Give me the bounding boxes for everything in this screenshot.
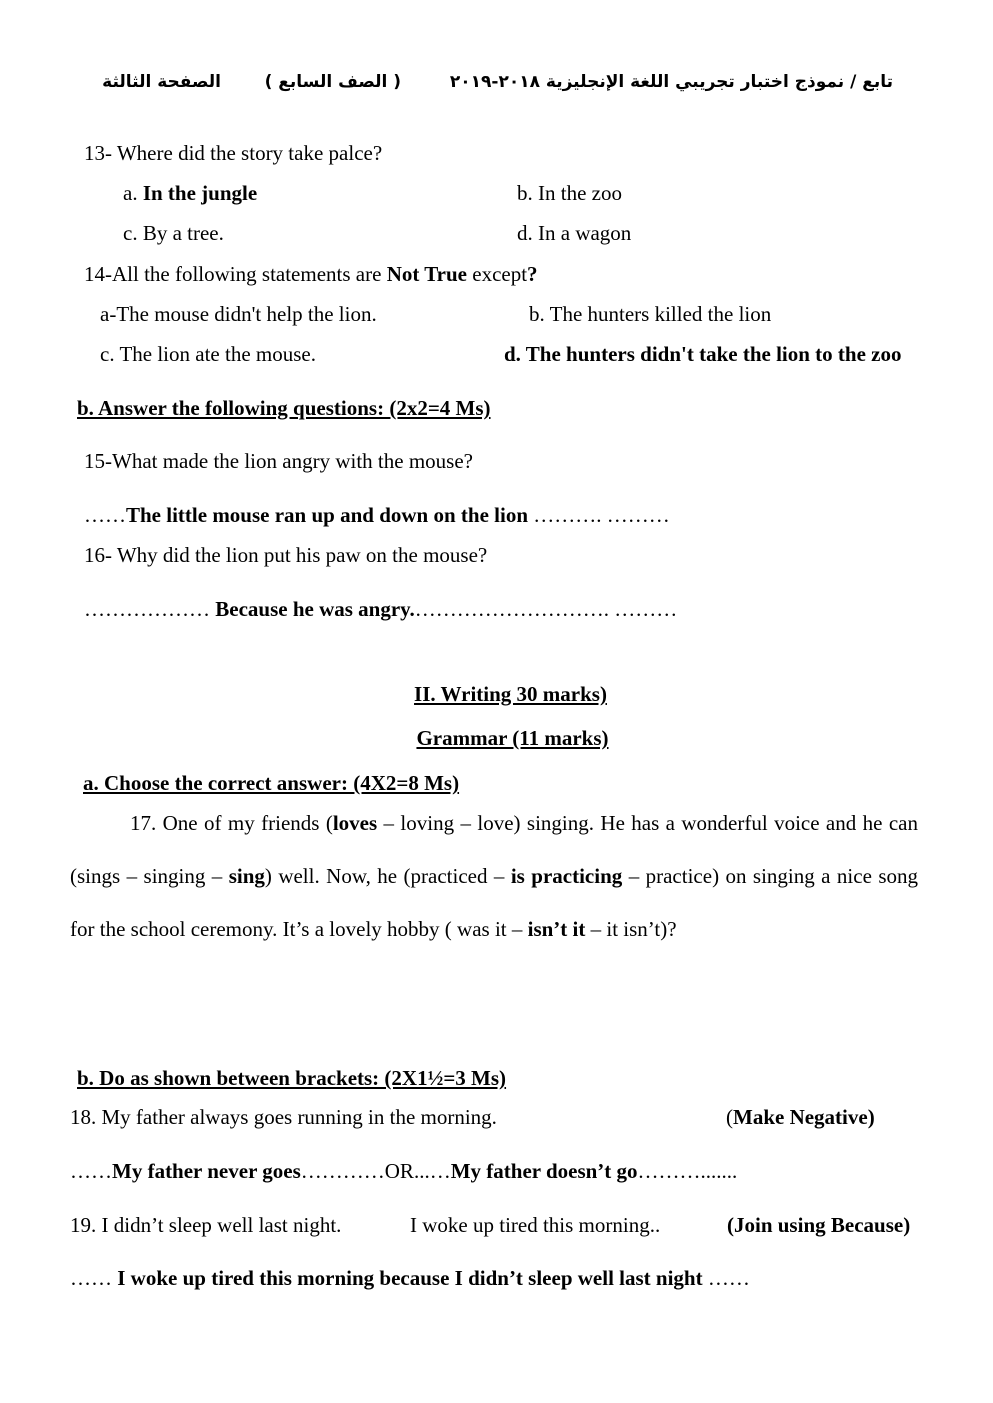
q19-dots-right: ……: [702, 1266, 750, 1290]
grammar-section-title: Grammar (11 marks): [416, 726, 609, 750]
q18-instruction-text: Make Negative): [733, 1105, 875, 1129]
q14-option-a: a-The mouse didn't help the lion.: [100, 302, 377, 326]
q17-text-4: – practice) on singing a nice song for the school ceremony. It’s a lovely hobby ( was it –: [70, 864, 918, 941]
q17-answer-loves: loves: [332, 811, 378, 835]
q17-text-5: – it isn’t)?: [585, 917, 677, 941]
q16-answer-line: [84, 597, 677, 622]
q14-question-mark: ?: [527, 262, 538, 286]
q18-answer-1: My father never goes: [112, 1159, 301, 1183]
q13-option-a-answer: In the jungle: [142, 181, 258, 205]
q18-dots-right: ……….......: [637, 1159, 738, 1183]
q17-text-1: 17. One of my friends (: [130, 811, 333, 835]
q19-instruction: (Join using Because): [727, 1213, 911, 1237]
do-as-shown-heading: b. Do as shown between brackets: (2X1½=3 Ms): [77, 1066, 507, 1090]
q17-text-3: ) well. Now, he (practiced –: [264, 864, 511, 888]
q13-question: 13- Where did the story take palce?: [84, 141, 383, 165]
q18-statement: 18. My father always goes running in the morning.: [70, 1105, 497, 1129]
q13-option-a-prefix: a.: [123, 181, 143, 205]
q19-answer: I woke up tired this morning because I didn’t sleep well last night: [117, 1266, 703, 1290]
q18-instruction-open: (: [726, 1105, 733, 1129]
choose-answer-heading: a. Choose the correct answer: (4X2=8 Ms): [83, 771, 460, 795]
q18-answer-line: [70, 1159, 737, 1184]
q14-option-c: c. The lion ate the mouse.: [100, 342, 316, 366]
q16-answer-dots-left: ………………: [84, 597, 216, 621]
q18-dots-left: ……: [70, 1159, 112, 1183]
header-title: تابع / نموذج اختبار تجريبي اللغة الإنجليزية ٢٠١٨-٢٠١٩: [449, 72, 893, 92]
q15-answer-dots-left: ……: [84, 503, 126, 527]
q18-instruction: [726, 1105, 875, 1130]
q18-answer-2: My father doesn’t go: [450, 1159, 638, 1183]
q17-answer-sing: sing: [228, 864, 265, 888]
q19-dots-left: ……: [70, 1266, 118, 1290]
q14-question: [84, 262, 538, 287]
q13-option-d: d. In a wagon: [517, 221, 632, 245]
q19-answer-line: [70, 1266, 750, 1291]
page-header: [0, 72, 993, 102]
q14-question-emphasis: Not True: [386, 262, 467, 286]
q16-answer-dots-right: ………………………. ………: [414, 597, 678, 621]
section-b-heading: b. Answer the following questions: (2x2=4 Ms): [77, 396, 491, 420]
q15-answer: The little mouse ran up and down on the lion: [126, 503, 528, 527]
q15-answer-line: [84, 503, 670, 528]
q18-or: …………OR...…: [300, 1159, 451, 1183]
q19-sentence-2: I woke up tired this morning..: [410, 1213, 661, 1237]
q17-answer-isnt-it: isn’t it: [527, 917, 586, 941]
header-grade: ( الصف السابع ): [264, 72, 401, 92]
q14-question-pre: 14-All the following statements are: [84, 262, 387, 286]
q13-option-c: c. By a tree.: [123, 221, 224, 245]
q16-answer: Because he was angry.: [215, 597, 415, 621]
header-page: الصفحة الثالثة: [102, 72, 221, 92]
writing-section-title: II. Writing 30 marks): [414, 682, 607, 706]
q17-answer-is-practicing: is practicing: [510, 864, 623, 888]
q17-paragraph: [70, 797, 918, 956]
q13-option-b: b. In the zoo: [517, 181, 622, 205]
q19-sentence-1: 19. I didn’t sleep well last night.: [70, 1213, 342, 1237]
q15-answer-dots-right: ………. ………: [528, 503, 670, 527]
q14-question-post: except: [467, 262, 528, 286]
q15-question: 15-What made the lion angry with the mouse?: [84, 449, 473, 473]
q13-option-a: [123, 181, 257, 206]
q16-question: 16- Why did the lion put his paw on the mouse?: [84, 543, 488, 567]
q14-option-b: b. The hunters killed the lion: [529, 302, 772, 326]
q14-option-d-answer: d. The hunters didn't take the lion to the zoo: [504, 342, 902, 366]
q17-text-2: – loving – love) singing. He has a wonderful voice and he can (sings – singing –: [70, 811, 918, 888]
